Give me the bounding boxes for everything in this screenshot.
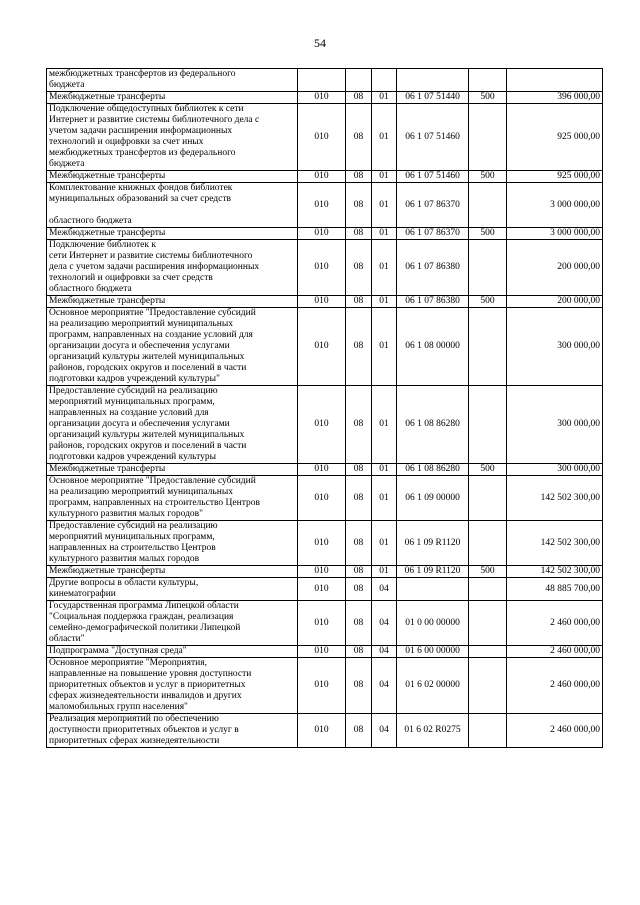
expense-type-cell: 500 bbox=[469, 296, 507, 308]
row-name-cell: Основное мероприятие "Предоставление субсидий на реализацию мероприятий муниципальных программ, направленных на строительство Центров культурного развития малых городов" bbox=[47, 476, 298, 521]
target-article-cell: 06 1 08 86280 bbox=[397, 386, 469, 464]
amount-cell: 2 460 000,00 bbox=[507, 714, 603, 748]
expense-type-cell bbox=[469, 601, 507, 646]
table-row bbox=[47, 240, 603, 296]
section-code-cell: 08 bbox=[346, 476, 372, 521]
target-article-cell: 06 1 07 86380 bbox=[397, 240, 469, 296]
target-article-cell bbox=[397, 69, 469, 92]
target-article-cell: 06 1 07 51460 bbox=[397, 104, 469, 171]
expense-type-cell bbox=[469, 240, 507, 296]
admin-code-cell: 010 bbox=[298, 104, 346, 171]
admin-code-cell: 010 bbox=[298, 464, 346, 476]
subsection-code-cell bbox=[372, 69, 397, 92]
amount-cell: 3 000 000,00 bbox=[507, 228, 603, 240]
target-article-cell: 06 1 07 51460 bbox=[397, 171, 469, 183]
amount-cell: 925 000,00 bbox=[507, 171, 603, 183]
amount-cell: 2 460 000,00 bbox=[507, 646, 603, 658]
page-number: 54 bbox=[314, 36, 326, 50]
admin-code-cell: 010 bbox=[298, 646, 346, 658]
admin-code-cell: 010 bbox=[298, 601, 346, 646]
target-article-cell: 06 1 07 86370 bbox=[397, 228, 469, 240]
table-row bbox=[47, 183, 603, 228]
amount-cell: 300 000,00 bbox=[507, 464, 603, 476]
subsection-code-cell: 04 bbox=[372, 601, 397, 646]
admin-code-cell: 010 bbox=[298, 240, 346, 296]
expense-type-cell bbox=[469, 714, 507, 748]
table-row bbox=[47, 69, 603, 92]
row-name-cell: Подключение библиотек к сети Интернет и развитие системы библиотечного дела с учетом задачи расширения информационных технологий и оцифровки за счет средств областного бюджета bbox=[47, 240, 298, 296]
budget-table-body bbox=[47, 69, 603, 748]
subsection-code-cell: 04 bbox=[372, 578, 397, 601]
target-article-cell: 01 0 00 00000 bbox=[397, 601, 469, 646]
row-name-cell: Межбюджетные трансферты bbox=[47, 171, 298, 183]
amount-cell: 925 000,00 bbox=[507, 104, 603, 171]
section-code-cell: 08 bbox=[346, 464, 372, 476]
target-article-cell: 01 6 02 R0275 bbox=[397, 714, 469, 748]
subsection-code-cell: 01 bbox=[372, 308, 397, 386]
section-code-cell: 08 bbox=[346, 714, 372, 748]
section-code-cell: 08 bbox=[346, 171, 372, 183]
section-code-cell: 08 bbox=[346, 566, 372, 578]
row-name-cell: Другие вопросы в области культуры, кинематографии bbox=[47, 578, 298, 601]
table-row bbox=[47, 578, 603, 601]
target-article-cell: 06 1 07 86380 bbox=[397, 296, 469, 308]
subsection-code-cell: 01 bbox=[372, 92, 397, 104]
target-article-cell: 06 1 07 86370 bbox=[397, 183, 469, 228]
admin-code-cell: 010 bbox=[298, 476, 346, 521]
amount-cell: 142 502 300,00 bbox=[507, 566, 603, 578]
row-name-cell: Основное мероприятие "Предоставление субсидий на реализацию мероприятий муниципальных программ, направленных на создание условий для организации досуга и обеспечения услугами организаций культуры жителей муниципальных районов, городских округов и поселений в части подготовки кадров учреждений культуры" bbox=[47, 308, 298, 386]
table-row bbox=[47, 308, 603, 386]
table-row bbox=[47, 566, 603, 578]
section-code-cell: 08 bbox=[346, 183, 372, 228]
table-row bbox=[47, 521, 603, 566]
subsection-code-cell: 01 bbox=[372, 183, 397, 228]
amount-cell: 300 000,00 bbox=[507, 308, 603, 386]
row-name-cell: Реализация мероприятий по обеспечению доступности приоритетных объектов и услуг в приоритетных сферах жизнедеятельности bbox=[47, 714, 298, 748]
expense-type-cell bbox=[469, 476, 507, 521]
table-row bbox=[47, 646, 603, 658]
row-name-cell: Подключение общедоступных библиотек к сети Интернет и развитие системы библиотечного дела с учетом задачи расширения информационных технологий и оцифровки за счет иных межбюджетных трансфертов из федерального бюджета bbox=[47, 104, 298, 171]
amount-cell: 2 460 000,00 bbox=[507, 601, 603, 646]
expense-type-cell bbox=[469, 646, 507, 658]
section-code-cell: 08 bbox=[346, 228, 372, 240]
row-name-cell: Государственная программа Липецкой области "Социальная поддержка граждан, реализация семейно-демографической политики Липецкой области" bbox=[47, 601, 298, 646]
expense-type-cell bbox=[469, 521, 507, 566]
subsection-code-cell: 01 bbox=[372, 171, 397, 183]
admin-code-cell: 010 bbox=[298, 171, 346, 183]
admin-code-cell: 010 bbox=[298, 183, 346, 228]
subsection-code-cell: 01 bbox=[372, 296, 397, 308]
row-name-cell: Межбюджетные трансферты bbox=[47, 296, 298, 308]
section-code-cell: 08 bbox=[346, 308, 372, 386]
table-row bbox=[47, 104, 603, 171]
table-row bbox=[47, 601, 603, 646]
expense-type-cell bbox=[469, 658, 507, 714]
subsection-code-cell: 01 bbox=[372, 386, 397, 464]
subsection-code-cell: 01 bbox=[372, 240, 397, 296]
target-article-cell: 06 1 09 R1120 bbox=[397, 521, 469, 566]
table-row bbox=[47, 92, 603, 104]
row-name-cell: межбюджетных трансфертов из федерального бюджета bbox=[47, 69, 298, 92]
section-code-cell: 08 bbox=[346, 296, 372, 308]
row-name-cell: Основное мероприятие "Мероприятия, направленные на повышение уровня доступности приоритетных объектов и услуг в приоритетных сферах жизнедеятельности инвалидов и других маломобильных групп населения" bbox=[47, 658, 298, 714]
admin-code-cell: 010 bbox=[298, 386, 346, 464]
expense-type-cell: 500 bbox=[469, 464, 507, 476]
expense-type-cell bbox=[469, 386, 507, 464]
subsection-code-cell: 04 bbox=[372, 714, 397, 748]
target-article-cell: 01 6 02 00000 bbox=[397, 658, 469, 714]
expense-type-cell bbox=[469, 308, 507, 386]
section-code-cell: 08 bbox=[346, 658, 372, 714]
admin-code-cell: 010 bbox=[298, 92, 346, 104]
admin-code-cell: 010 bbox=[298, 714, 346, 748]
amount-cell: 300 000,00 bbox=[507, 386, 603, 464]
admin-code-cell: 010 bbox=[298, 566, 346, 578]
section-code-cell: 08 bbox=[346, 92, 372, 104]
expense-type-cell bbox=[469, 183, 507, 228]
admin-code-cell: 010 bbox=[298, 296, 346, 308]
table-row bbox=[47, 171, 603, 183]
expense-type-cell bbox=[469, 69, 507, 92]
subsection-code-cell: 01 bbox=[372, 464, 397, 476]
admin-code-cell: 010 bbox=[298, 308, 346, 386]
row-name-cell: Подпрограмма "Доступная среда" bbox=[47, 646, 298, 658]
subsection-code-cell: 01 bbox=[372, 104, 397, 171]
section-code-cell: 08 bbox=[346, 521, 372, 566]
admin-code-cell: 010 bbox=[298, 228, 346, 240]
section-code-cell: 08 bbox=[346, 646, 372, 658]
amount-cell: 142 502 300,00 bbox=[507, 521, 603, 566]
target-article-cell: 06 1 07 51440 bbox=[397, 92, 469, 104]
subsection-code-cell: 01 bbox=[372, 476, 397, 521]
amount-cell: 142 502 300,00 bbox=[507, 476, 603, 521]
subsection-code-cell: 04 bbox=[372, 646, 397, 658]
admin-code-cell: 010 bbox=[298, 521, 346, 566]
section-code-cell: 08 bbox=[346, 601, 372, 646]
table-row bbox=[47, 658, 603, 714]
table-row bbox=[47, 476, 603, 521]
admin-code-cell: 010 bbox=[298, 658, 346, 714]
section-code-cell: 08 bbox=[346, 104, 372, 171]
subsection-code-cell: 04 bbox=[372, 658, 397, 714]
target-article-cell: 01 6 00 00000 bbox=[397, 646, 469, 658]
table-row bbox=[47, 464, 603, 476]
subsection-code-cell: 01 bbox=[372, 566, 397, 578]
expense-type-cell bbox=[469, 104, 507, 171]
row-name-cell: Межбюджетные трансферты bbox=[47, 92, 298, 104]
admin-code-cell: 010 bbox=[298, 578, 346, 601]
row-name-cell: Комплектование книжных фондов библиотек муниципальных образований за счет средств областного бюджета bbox=[47, 183, 298, 228]
admin-code-cell bbox=[298, 69, 346, 92]
target-article-cell: 06 1 09 00000 bbox=[397, 476, 469, 521]
section-code-cell bbox=[346, 69, 372, 92]
target-article-cell: 06 1 09 R1120 bbox=[397, 566, 469, 578]
expense-type-cell bbox=[469, 578, 507, 601]
target-article-cell: 06 1 08 86280 bbox=[397, 464, 469, 476]
amount-cell: 48 885 700,00 bbox=[507, 578, 603, 601]
target-article-cell bbox=[397, 578, 469, 601]
table-row bbox=[47, 228, 603, 240]
amount-cell: 200 000,00 bbox=[507, 240, 603, 296]
budget-table bbox=[46, 68, 603, 748]
expense-type-cell: 500 bbox=[469, 92, 507, 104]
target-article-cell: 06 1 08 00000 bbox=[397, 308, 469, 386]
subsection-code-cell: 01 bbox=[372, 521, 397, 566]
expense-type-cell: 500 bbox=[469, 171, 507, 183]
section-code-cell: 08 bbox=[346, 578, 372, 601]
section-code-cell: 08 bbox=[346, 240, 372, 296]
subsection-code-cell: 01 bbox=[372, 228, 397, 240]
row-name-cell: Предоставление субсидий на реализацию мероприятий муниципальных программ, направленных на строительство Центров культурного развития малых городов bbox=[47, 521, 298, 566]
amount-cell: 396 000,00 bbox=[507, 92, 603, 104]
amount-cell bbox=[507, 69, 603, 92]
amount-cell: 200 000,00 bbox=[507, 296, 603, 308]
amount-cell: 3 000 000,00 bbox=[507, 183, 603, 228]
row-name-cell: Предоставление субсидий на реализацию мероприятий муниципальных программ, направленных на создание условий для организации досуга и обеспечения услугами организаций культуры жителей муниципальных районов, городских округов и поселений в части подготовки кадров учреждений культуры bbox=[47, 386, 298, 464]
expense-type-cell: 500 bbox=[469, 228, 507, 240]
row-name-cell: Межбюджетные трансферты bbox=[47, 464, 298, 476]
table-row bbox=[47, 386, 603, 464]
table-row bbox=[47, 714, 603, 748]
section-code-cell: 08 bbox=[346, 386, 372, 464]
expense-type-cell: 500 bbox=[469, 566, 507, 578]
row-name-cell: Межбюджетные трансферты bbox=[47, 228, 298, 240]
row-name-cell: Межбюджетные трансферты bbox=[47, 566, 298, 578]
table-row bbox=[47, 296, 603, 308]
amount-cell: 2 460 000,00 bbox=[507, 658, 603, 714]
